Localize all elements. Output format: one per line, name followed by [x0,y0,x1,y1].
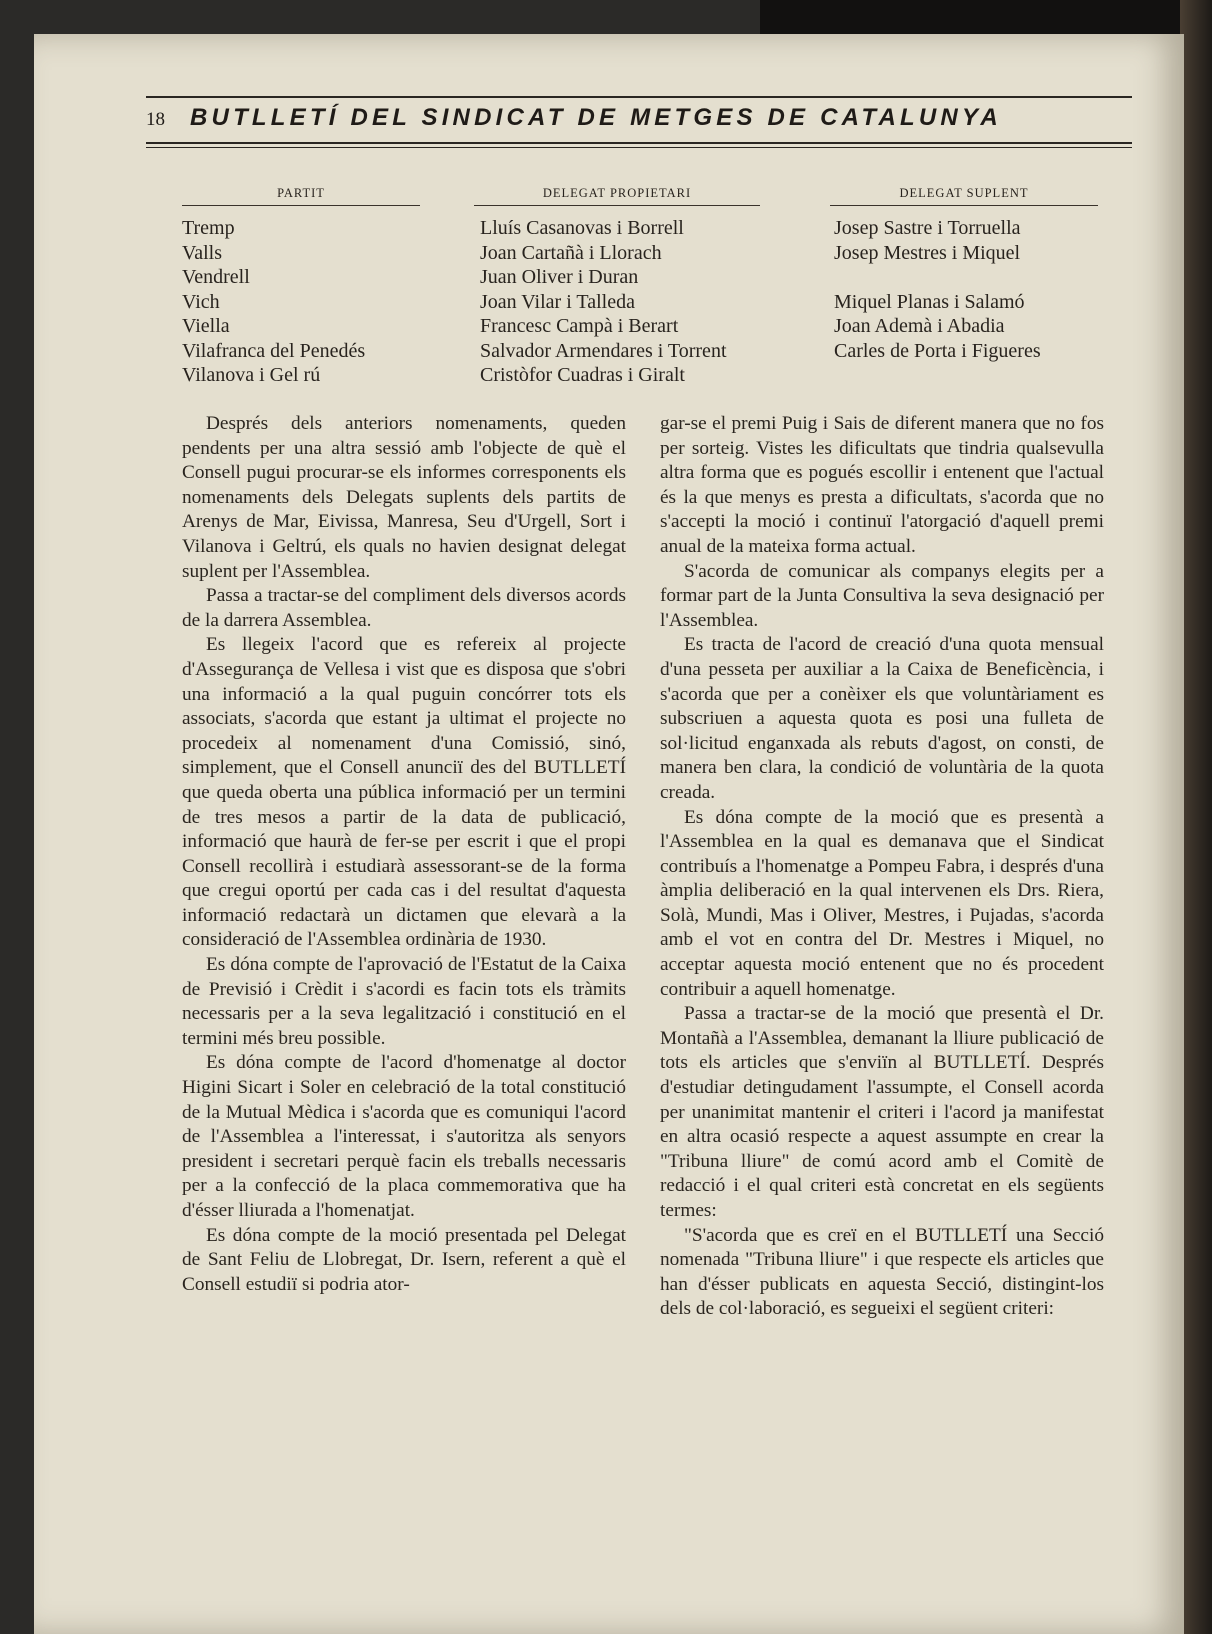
paragraph: Passa a tractar-se de la moció que presentà el Dr. Montañà a l'Assemblea, demanant la lliure publicació de tots els articles que s'enviïn al BUTLLETÍ. Després d'estudiar detingudament l'assumpte, el Consell acorda per unanimitat mantenir el criteri i l'acord ja manifestat en altra ocasió respecte a aquest assumpte en crear la "Tribuna lliure" de comú acord amb el Comitè de redacció i el qual criteri està concretat en els següents termes: [660,1003,1104,1221]
table-cell: Tremp [182,217,235,239]
table-cell: Vendrell [182,266,250,288]
right-column [660,412,1104,1322]
header-partit: PARTIT [182,186,420,206]
table-cell: Lluís Casanovas i Borrell [480,217,684,239]
delegates-table [182,186,1098,386]
book-spine [1180,0,1212,1634]
paragraph: Després dels anteriors nomenaments, queden pendents per una altra sessió amb l'objecte de què el Consell pugui procurar-se els informes corresponents els nomenaments dels Delegats suplents dels partits de Arenys de Mar, Eivissa, Manresa, Seu d'Urgell, Sort i Vilanova i Geltrú, els quals no havien designat delegat suplent per l'Assemblea. [182,413,626,582]
journal-title: BUTLLETÍ DEL SINDICAT DE METGES DE CATALUNYA [190,104,1002,131]
paragraph: Es dóna compte de la moció que es presentà a l'Assemblea en la qual es demanava que el Sindicat contribuís a l'homenatge a Pompeu Fabra, i després d'una àmplia deliberació en la qual intervenen els Drs. Riera, Solà, Mundi, Mas i Oliver, Mestres, i Pujadas, s'acorda amb el vot en contra del Dr. Mestres i Miquel, no acceptar aquesta moció entenent que no és procedent contribuir a aquell homenatge. [660,806,1104,1000]
table-cell: Valls [182,241,222,264]
header-delegat-suplent: DELEGAT SUPLENT [830,186,1098,206]
paragraph: Passa a tractar-se del compliment dels diversos acords de la darrera Assemblea. [182,585,626,631]
header-rule-bottom [146,142,1132,144]
table-cell [834,363,1041,388]
column-delegat-suplent [834,216,1041,388]
header-delegat-propietari: DELEGAT PROPIETARI [474,186,760,206]
header-rule-top [146,96,1132,98]
running-header [146,96,1132,148]
table-cell: Joan Ademà i Abadia [834,315,1005,337]
header-rule-bottom-thin [146,147,1132,148]
table-cell: Cristòfor Cuadras i Giralt [480,364,685,386]
column-partit [182,216,365,388]
page-number: 18 [146,109,165,130]
table-cell: Joan Cartañà i Llorach [480,241,662,264]
table-cell [834,265,1041,290]
table-cell: Josep Sastre i Torruella [834,217,1021,239]
left-column [182,412,626,1322]
paragraph: Es dóna compte de l'aprovació de l'Estatut de la Caixa de Previsió i Crèdit i s'acordi es facin tots els tràmits necessaris per a la seva legalització i constitució en el termini més breu possible. [182,954,626,1049]
table-cell: Viella [182,315,230,337]
table-cell: Vich [182,290,220,313]
table-cell: Vilafranca del Penedés [182,339,366,362]
table-cell: Josep Mestres i Miquel [834,241,1021,264]
paragraph: Es dóna compte de l'acord d'homenatge al doctor Higini Sicart i Soler en celebració de la total constitució de la Mutual Mèdica i s'acorda que es comuniqui l'acord de l'Assemblea a l'interessat, i s'autoritza als senyors president i secretari perquè facin els treballs necessaris per a la confecció de la placa commemorativa que ha d'ésser lliurada a l'homenatjat. [182,1052,626,1221]
table-cell: Francesc Campà i Berart [480,315,679,337]
paragraph: Es llegeix l'acord que es refereix al projecte d'Assegurança de Vellesa i vist que es disposa que s'obri una informació a la qual puguin concórrer tots els associats, s'acorda que estant ja ultimat el projecte no procedeix al nomenament d'una Comissió, sinó, simplement, que el Consell anunciï des del BUTLLETÍ que queda oberta una pública informació per un termini de tres mesos a partir de la data de publicació, informació que haurà de fer-se per escrit i que el propi Consell recollirà i estudiarà assessorant-se de la forma que cregui oportú per cada cas i del resultat d'aquesta informació redactarà un dictamen que elevarà a la consideració de l'Assemblea ordinària de 1930. [182,634,626,951]
table-cell: Salvador Armendares i Torrent [480,339,727,362]
paragraph: "S'acorda que es creï en el BUTLLETÍ una Secció nomenada "Tribuna lliure" i que respecte els articles que han d'ésser publicats en aquesta Secció, distingint-los dels de col·laboració, es segueixi el següent criteri: [660,1224,1104,1320]
table-cell: Miquel Planas i Salamó [834,290,1025,313]
table-cell: Joan Vilar i Talleda [480,290,635,313]
table-cell: Carles de Porta i Figueres [834,339,1041,362]
table-cell: Juan Oliver i Duran [480,266,639,288]
paragraph: gar-se el premi Puig i Sais de diferent manera que no fos per sorteig. Vistes les dificultats que tindria qualsevulla altra forma que es pogués escollir i entenent que l'actual és la que menys es presta a dificultats, s'acorda que no s'accepti la moció i continuï l'atorgació d'aquell premi anual de la mateixa forma actual. [660,413,1104,557]
table-cell: Vilanova i Gel rú [182,364,321,386]
article-body [182,412,1104,1322]
paragraph: Es dóna compte de la moció presentada pel Delegat de Sant Feliu de Llobregat, Dr. Isern, referent a què el Consell estudiï si podria ator- [182,1224,626,1295]
table-header [182,186,1098,212]
paragraph: Es tracta de l'acord de creació d'una quota mensual d'una pesseta per auxiliar a la Caixa de Beneficència, i s'acorda que per a conèixer els que voluntàriament es subscriuen a aquesta quota es posi una fulleta de sol·licitud enganxada als rebuts d'agost, on consti, de manera ben clara, la condició de voluntària de la quota creada. [660,634,1104,803]
paragraph: S'acorda de comunicar als companys elegits per a formar part de la Junta Consultiva la seva designació per l'Assemblea. [660,560,1104,631]
column-delegat-propietari [480,216,727,388]
background-shadow [760,0,1212,36]
